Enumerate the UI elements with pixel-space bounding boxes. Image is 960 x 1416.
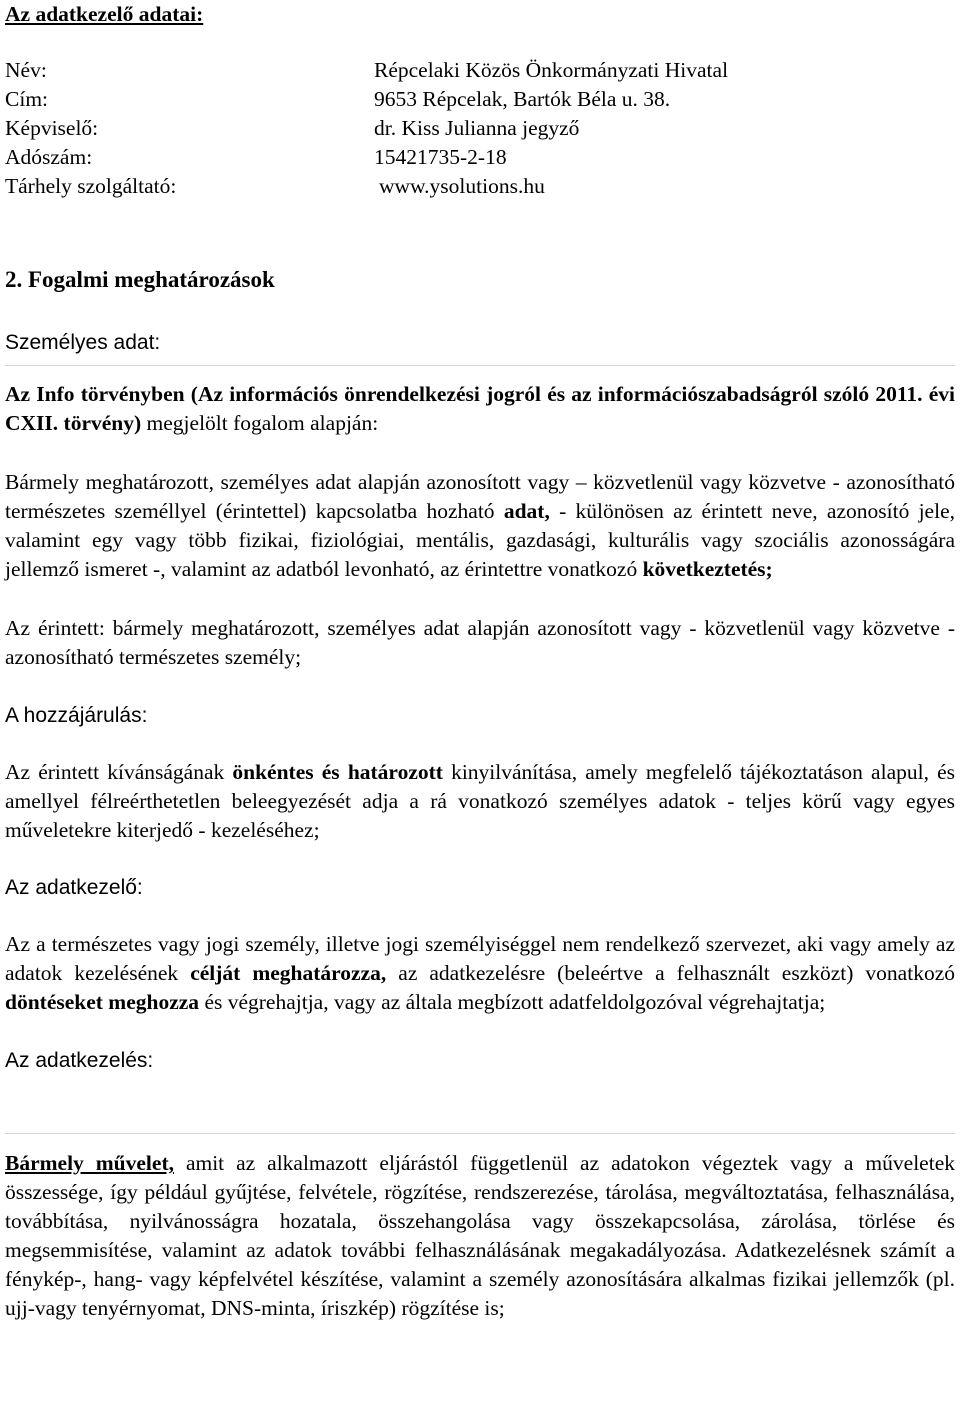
- definition-text: Az érintett kívánságának: [5, 760, 233, 784]
- definition-emphasis: [5, 1151, 174, 1175]
- contact-value: dr. Kiss Julianna jegyző: [374, 116, 580, 140]
- contact-value: 15421735-2-18: [374, 145, 507, 169]
- underlined-term: Bármely művelet,: [5, 1151, 174, 1175]
- contact-value: Répcelaki Közös Önkormányzati Hivatal: [374, 58, 729, 82]
- definition-text: amit az alkalmazott eljárástól függetlenül az adatokon végeztek vagy a műveletek összessége, így például gyűjtése, felvétele, rögzítése, rendszerezése, tárolása, megváltoztatása, felhasználása, továbbítása, nyilvánosságra hozatala, összehangolása vagy összekapcsolása, zárolása, törlése és megsemmisítése, valamint az adatok további felhasználásának megakadályozása. Adatkezelésnek számít a fénykép-, hang- vagy képfelvétel készítése, valamint a személy azonosítására alkalmas fizikai jellemzők (pl. ujj-vagy tenyérnyomat, DNS-minta, íriszkép) rögzítése is;: [5, 1151, 955, 1320]
- contact-label: Név:: [5, 58, 47, 82]
- definition-text: - különösen az érintett neve, azonosító jele, valamint egy vagy több fizikai, fiziológiai, mentális, gazdasági, kulturális vagy szociális azonosságára jellemző ismeret -, valamint az adatból levonható, az érintettre vonatkozó: [5, 499, 955, 581]
- term-consent: A hozzájárulás:: [5, 704, 148, 727]
- contact-row-hosting-provider: [5, 172, 955, 201]
- definition-emphasis: célját meghatározza,: [190, 961, 387, 985]
- controller-details-table: [5, 56, 955, 201]
- controller-details-heading: Az adatkezelő adatai:: [5, 2, 204, 26]
- controller-definition: [5, 930, 955, 1017]
- definition-text: Az a természetes vagy jogi személy, illetve jogi személyiséggel nem rendelkező szervezet, aki vagy amely az adatok kezelésének: [5, 932, 955, 985]
- contact-row-name: [5, 56, 955, 85]
- section-number: 2.: [5, 267, 23, 292]
- term-processing: Az adatkezelés:: [5, 1049, 154, 1072]
- document-page: [5, 0, 955, 1323]
- law-reference: Az Info törvényben (Az információs önrendelkezési jogról és az információszabadságról szóló 2011. évi CXII. törvény): [5, 382, 955, 435]
- legal-basis-text: megjelölt fogalom alapján:: [141, 411, 379, 435]
- contact-value: www.ysolutions.hu: [379, 174, 545, 198]
- contact-label: Tárhely szolgáltató:: [5, 174, 177, 198]
- contact-row-representative: [5, 114, 955, 143]
- definition-text: [340, 760, 348, 784]
- personal-data-legal-basis: [5, 380, 955, 438]
- term-personal-data: Személyes adat:: [5, 328, 955, 366]
- contact-value: 9653 Répcelak, Bartók Béla u. 38.: [374, 87, 671, 111]
- processing-definition: [5, 1149, 955, 1323]
- definition-emphasis: és: [321, 760, 340, 784]
- definition-emphasis: önkéntes: [232, 760, 314, 784]
- contact-row-address: [5, 85, 955, 114]
- data-subject-definition: Az érintett: bármely meghatározott, személyes adat alapján azonosított vagy - közvetlenül vagy közvetve - azonosítható természetes személy;: [5, 616, 955, 669]
- definition-emphasis: következtetés;: [642, 557, 773, 581]
- consent-definition: [5, 758, 955, 845]
- contact-row-tax-number: [5, 143, 955, 172]
- section-divider: [5, 1133, 955, 1134]
- definition-text: kinyilvánítása, amely megfelelő tájékoztatáson alapul, és amellyel félreérthetetlen beleegyezését adja a rá vonatkozó személyes adatok - teljes körű vagy egyes műveletekre kiterjedő - kezeléséhez;: [5, 760, 956, 842]
- personal-data-definition: [5, 468, 955, 584]
- definition-text: Bármely meghatározott, személyes adat alapján azonosított vagy – közvetlenül vagy közvetve - azonosítható természetes személlyel (érintettel) kapcsolatba hozható: [5, 470, 955, 523]
- definition-text: és végrehajtja, vagy az általa megbízott adatfeldolgozóval végrehajtatja;: [199, 990, 826, 1014]
- definition-emphasis: határozott: [347, 760, 443, 784]
- definition-text: az adatkezelésre (beleértve a felhasznált eszközt) vonatkozó: [386, 961, 955, 985]
- section-title: [5, 265, 955, 295]
- contact-label: Képviselő:: [5, 116, 99, 140]
- contact-label: Cím:: [5, 87, 49, 111]
- contact-label: Adószám:: [5, 145, 93, 169]
- definition-emphasis: döntéseket meghozza: [5, 990, 200, 1014]
- definition-emphasis: adat,: [503, 499, 550, 523]
- definition-text: [314, 760, 322, 784]
- section-title-text: Fogalmi meghatározások: [28, 267, 275, 292]
- term-controller: Az adatkezelő:: [5, 876, 143, 899]
